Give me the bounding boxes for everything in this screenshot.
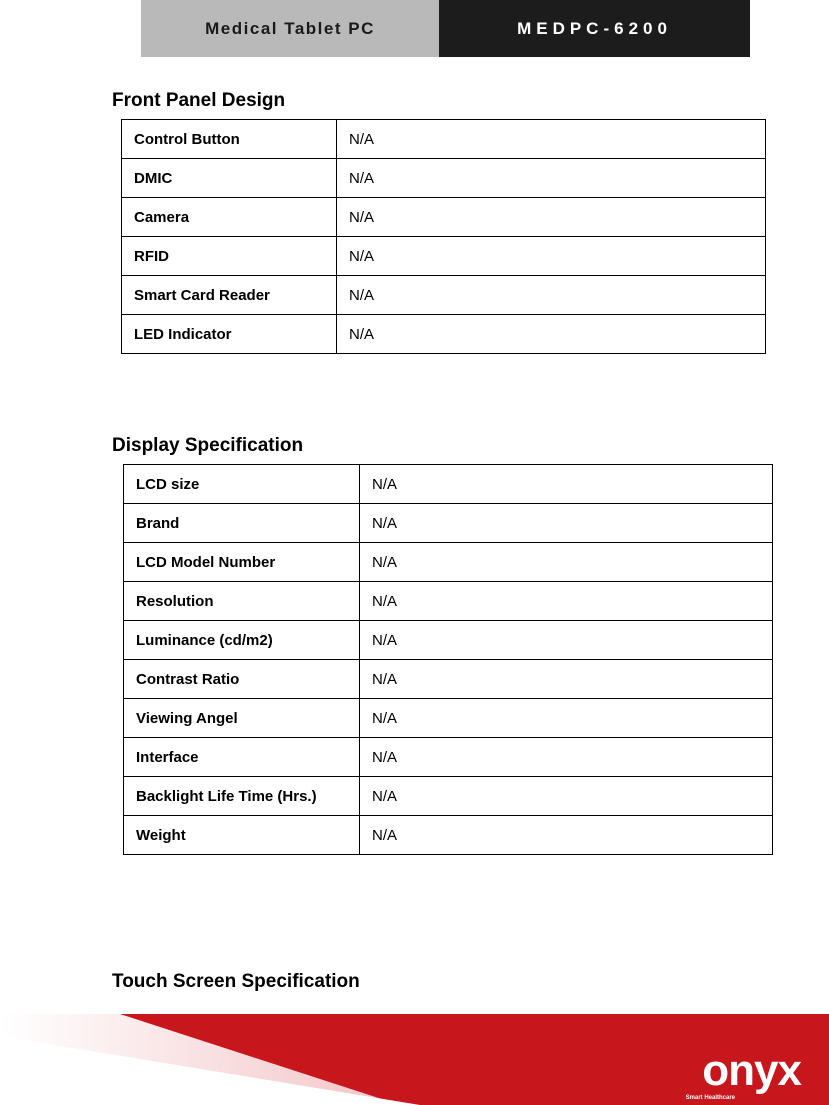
display-spec-value: N/A [360,777,773,816]
front-panel-table [121,119,766,354]
display-spec-label: Luminance (cd/m2) [124,621,360,660]
display-spec-label: Viewing Angel [124,699,360,738]
front-panel-label: LED Indicator [122,315,337,354]
display-spec-title: Display Specification [112,435,304,456]
display-spec-value: N/A [360,582,773,621]
display-spec-value: N/A [360,621,773,660]
display-spec-label: LCD Model Number [124,543,360,582]
front-panel-row [122,315,766,354]
front-panel-label: DMIC [122,159,337,198]
front-panel-label: RFID [122,237,337,276]
front-panel-value: N/A [337,276,766,315]
display-spec-row [124,465,773,504]
front-panel-row [122,159,766,198]
front-panel-label: Smart Card Reader [122,276,337,315]
display-spec-value: N/A [360,816,773,855]
display-spec-row [124,582,773,621]
front-panel-row [122,276,766,315]
onyx-logo: onyx [702,1046,801,1095]
display-spec-value: N/A [360,738,773,777]
display-spec-row [124,543,773,582]
front-panel-value: N/A [337,198,766,237]
display-spec-row [124,699,773,738]
display-spec-label: LCD size [124,465,360,504]
display-spec-value: N/A [360,660,773,699]
touch-screen-title: Touch Screen Specification [112,971,360,992]
product-type-tab: Medical Tablet PC [141,0,439,57]
display-spec-label: Backlight Life Time (Hrs.) [124,777,360,816]
front-panel-title: Front Panel Design [112,90,286,111]
display-spec-row [124,777,773,816]
display-spec-table [123,464,773,855]
display-spec-value: N/A [360,465,773,504]
display-spec-label: Contrast Ratio [124,660,360,699]
front-panel-value: N/A [337,237,766,276]
front-panel-row [122,120,766,159]
display-spec-value: N/A [360,699,773,738]
logo-tagline: Smart Healthcare [685,1095,735,1101]
front-panel-value: N/A [337,120,766,159]
display-spec-label: Resolution [124,582,360,621]
model-tab: MEDPC-6200 [439,0,750,57]
display-spec-row [124,621,773,660]
front-panel-row [122,237,766,276]
display-spec-row [124,660,773,699]
display-spec-row [124,504,773,543]
display-spec-label: Weight [124,816,360,855]
display-spec-label: Interface [124,738,360,777]
front-panel-value: N/A [337,315,766,354]
front-panel-row [122,198,766,237]
display-spec-row [124,738,773,777]
display-spec-row [124,816,773,855]
front-panel-value: N/A [337,159,766,198]
front-panel-label: Control Button [122,120,337,159]
front-panel-label: Camera [122,198,337,237]
display-spec-label: Brand [124,504,360,543]
display-spec-value: N/A [360,543,773,582]
display-spec-value: N/A [360,504,773,543]
